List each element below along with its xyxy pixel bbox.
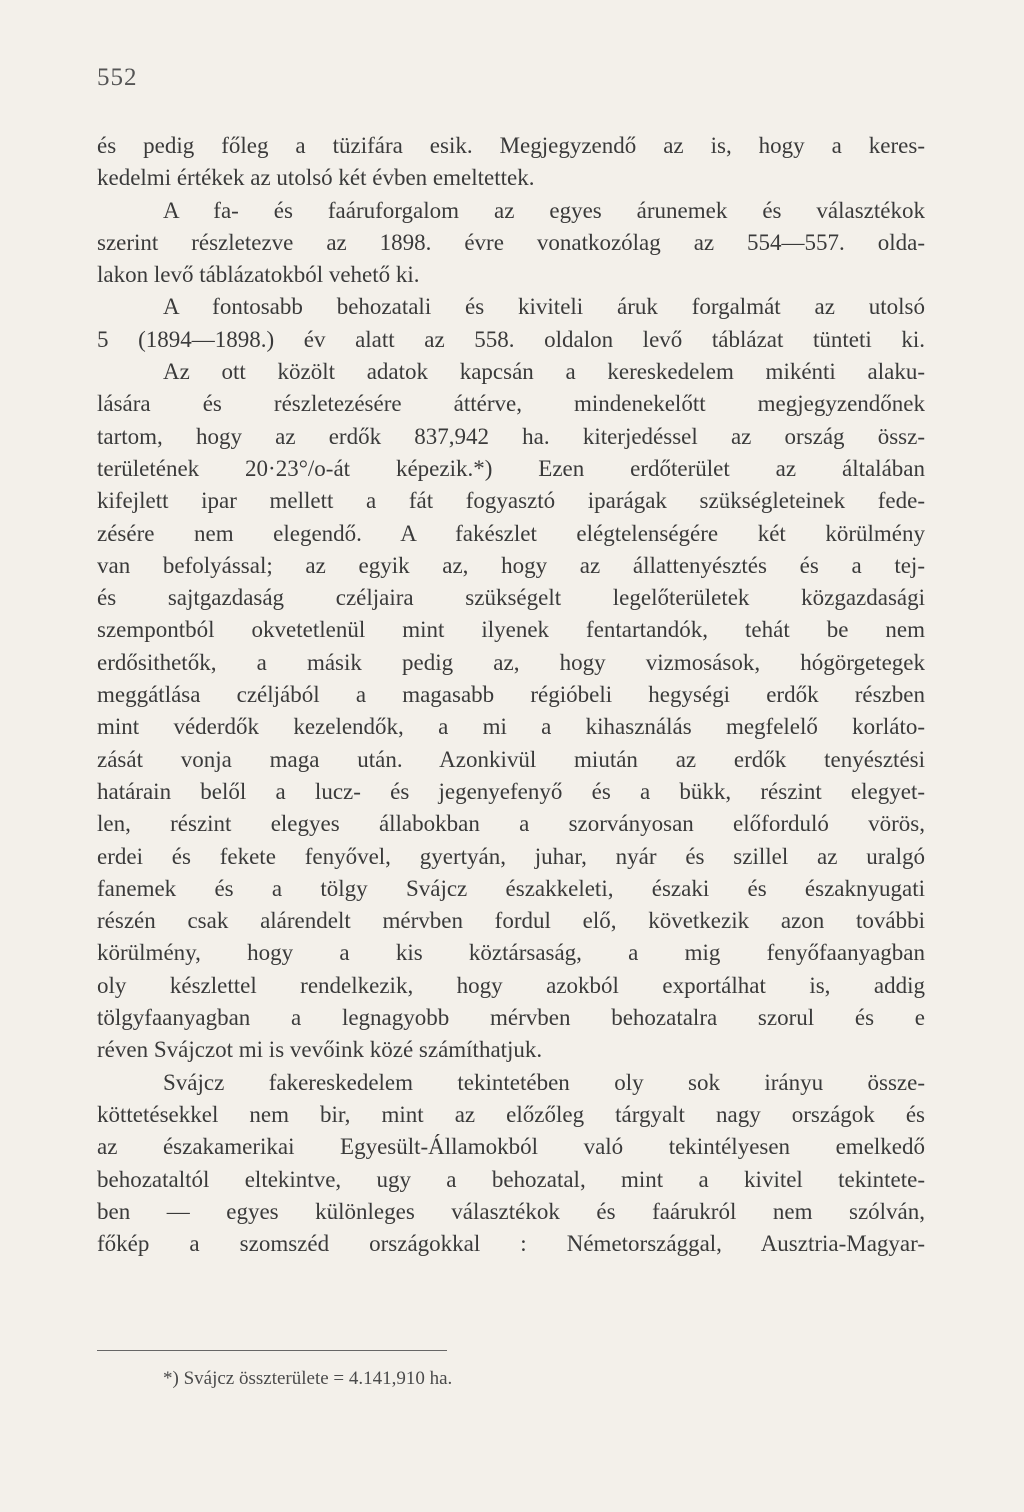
text-line: lására és részletezésére áttérve, mindenekelőtt megjegyzendőnek <box>97 391 925 417</box>
text-line: fanemek és a tölgy Svájcz északkeleti, északi és északnyugati <box>97 875 925 901</box>
text-line: lakon levő táblázatokból vehető ki. <box>97 262 420 288</box>
text-line: A fa- és faáruforgalom az egyes árunemek és választékok <box>163 197 925 223</box>
text-line: oly készlettel rendelkezik, hogy azokból exportálhat is, addig <box>97 972 925 998</box>
text-line: zását vonja maga után. Azonkivül miután az erdők tenyésztési <box>97 746 925 772</box>
body-text <box>97 130 925 1260</box>
text-line: tölgyfaanyagban a legnagyobb mérvben behozatalra szorul és e <box>97 1005 925 1031</box>
text-line: területének 20·23°/o-át képezik.*) Ezen erdőterület az általában <box>97 455 925 481</box>
text-line: szempontból okvetetlenül mint ilyenek fentartandók, tehát be nem <box>97 617 925 643</box>
footnote-divider <box>97 1350 447 1351</box>
text-line: határain belől a lucz- és jegenyefenyő és a bükk, részint elegyet- <box>97 778 925 804</box>
text-line: Az ott közölt adatok kapcsán a kereskedelem mikénti alaku- <box>163 359 925 385</box>
text-line: erdei és fekete fenyővel, gyertyán, juhar, nyár és szillel az uralgó <box>97 843 925 869</box>
text-line: részén csak alárendelt mérvben fordul elő, következik azon további <box>97 908 925 934</box>
text-line: kedelmi értékek az utolsó két évben emeltettek. <box>97 165 535 191</box>
text-line: tartom, hogy az erdők 837,942 ha. kiterjedéssel az ország össz- <box>97 423 925 449</box>
text-line: és sajtgazdaság czéljaira szükségelt legelőterületek közgazdasági <box>97 585 925 611</box>
text-line: főkép a szomszéd országokkal : Németországgal, Ausztria-Magyar- <box>97 1231 925 1257</box>
text-line: réven Svájczot mi is vevőink közé számíthatjuk. <box>97 1037 543 1063</box>
text-line: behozataltól eltekintve, ugy a behozatal, mint a kivitel tekintete- <box>97 1166 925 1192</box>
text-line: ben — egyes különleges választékok és faárukról nem szólván, <box>97 1198 925 1224</box>
text-line: az északamerikai Egyesült-Államokból való tekintélyesen emelkedő <box>97 1134 925 1160</box>
text-line: kifejlett ipar mellett a fát fogyasztó iparágak szükségleteinek fede- <box>97 488 925 514</box>
text-line: van befolyással; az egyik az, hogy az állattenyésztés és a tej- <box>97 552 925 578</box>
text-line: zésére nem elegendő. A fakészlet elégtelenségére két körülmény <box>97 520 925 546</box>
text-line: körülmény, hogy a kis köztársaság, a mig fenyőfaanyagban <box>97 940 925 966</box>
footnote: *) Svájcz összterülete = 4.141,910 ha. <box>163 1368 453 1389</box>
text-line: len, részint elegyes állabokban a szorványosan előforduló vörös, <box>97 811 925 837</box>
text-line: erdősithetők, a másik pedig az, hogy vizmosások, hógörgetegek <box>97 649 925 675</box>
text-line: Svájcz fakereskedelem tekintetében oly sok irányu össze- <box>163 1069 925 1095</box>
text-line: mint véderdők kezelendők, a mi a kihasználás megfelelő korláto- <box>97 714 925 740</box>
text-line: köttetésekkel nem bir, mint az előzőleg tárgyalt nagy országok és <box>97 1101 925 1127</box>
text-line: 5 (1894—1898.) év alatt az 558. oldalon levő táblázat tünteti ki. <box>97 326 925 352</box>
text-line: és pedig főleg a tüzifára esik. Megjegyzendő az is, hogy a keres- <box>97 133 925 158</box>
page-number: 552 <box>97 64 138 91</box>
text-line: meggátlása czéljából a magasabb régióbeli hegységi erdők részben <box>97 682 925 708</box>
text-line: szerint részletezve az 1898. évre vonatkozólag az 554—557. olda- <box>97 229 925 255</box>
text-line: A fontosabb behozatali és kiviteli áruk forgalmát az utolsó <box>163 294 925 320</box>
